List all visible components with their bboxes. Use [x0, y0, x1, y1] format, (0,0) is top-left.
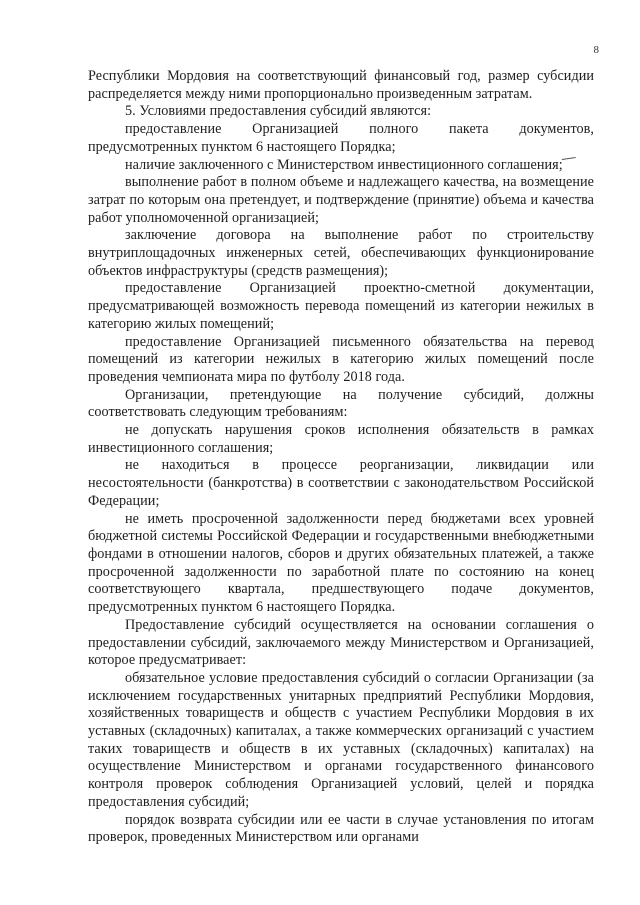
- paragraph-condition-obligation: предоставление Организацией письменного обязательства на перевод помещений из категории нежилых в категорию жилых помещений после проведения чемпионата мира по футболу 2018 года.: [88, 333, 594, 385]
- paragraph-condition-agreement: наличие заключенного с Министерством инвестиционного соглашения;: [125, 156, 563, 173]
- paragraph-agreement-refund: порядок возврата субсидии или ее части в случае установления по итогам проверок, проведенных Министерством или органами: [88, 811, 594, 846]
- paragraph-requirement-reorganization: не находиться в процессе реорганизации, ликвидации или несостоятельности (банкротства) в соответствии с законодательством Российской Федерации;: [88, 457, 594, 509]
- paragraph-continuation: Республики Мордовия на соответствующий финансовый год, размер субсидии распределяется между ними пропорционально произведенным затратам.: [88, 68, 594, 102]
- paragraph-condition-design-docs: предоставление Организацией проектно-сметной документации, предусматривающей возможность перевода помещений из категории нежилых в категорию жилых помещений;: [88, 280, 594, 332]
- paragraph-section-5-heading: 5. Условиями предоставления субсидий являются:: [125, 103, 432, 120]
- paragraph-requirement-deadlines: не допускать нарушения сроков исполнения обязательств в рамках инвестиционного соглашения;: [88, 422, 594, 456]
- paragraph-condition-works: выполнение работ в полном объеме и надлежащего качества, на возмещение затрат по которым она претендует, и подтверждение (принятие) объема и качества работ уполномоченной организацией;: [88, 174, 594, 226]
- document-body: [88, 68, 594, 847]
- paragraph-agreement-consent: обязательное условие предоставления субсидий о согласии Организации (за исключением государственных унитарных предприятий Республики Мордовия, хозяйственных товариществ и обществ с участием Республики Мордовия в их уставных (складочных) капиталах, а также коммерческих организаций с участием таких товариществ и обществ в их уставных (складочных) капиталах) на осуществление Министерством и органами государственного финансового контроля проверок соблюдения Организацией условий, целей и порядка предоставления субсидий;: [88, 669, 594, 810]
- page-number: 8: [593, 44, 599, 56]
- paragraph-requirement-debts: не иметь просроченной задолженности перед бюджетами всех уровней бюджетной системы Российской Федерации и государственными внебюджетными фондами в отношении налогов, сборов и других обязательных платежей, а также просроченной задолженности по заработной плате по состоянию на конец соответствующего квартала, предшествующего подаче документов, предусмотренных пунктом 6 настоящего Порядка.: [88, 510, 594, 616]
- paragraph-agreement-basis: Предоставление субсидий осуществляется на основании соглашения о предоставлении субсидий, заключаемого между Министерством и Организацией, которое предусматривает:: [88, 616, 594, 669]
- paragraph-condition-contract: заключение договора на выполнение работ по строительству внутриплощадочных инженерных сетей, обеспечивающих функционирование объектов инфраструктуры (средств размещения);: [88, 227, 594, 279]
- paragraph-condition-documents: предоставление Организацией полного пакета документов, предусмотренных пунктом 6 настоящего Порядка;: [88, 121, 594, 155]
- paragraph-requirements-heading: Организации, претендующие на получение субсидий, должны соответствовать следующим требованиям:: [88, 386, 594, 421]
